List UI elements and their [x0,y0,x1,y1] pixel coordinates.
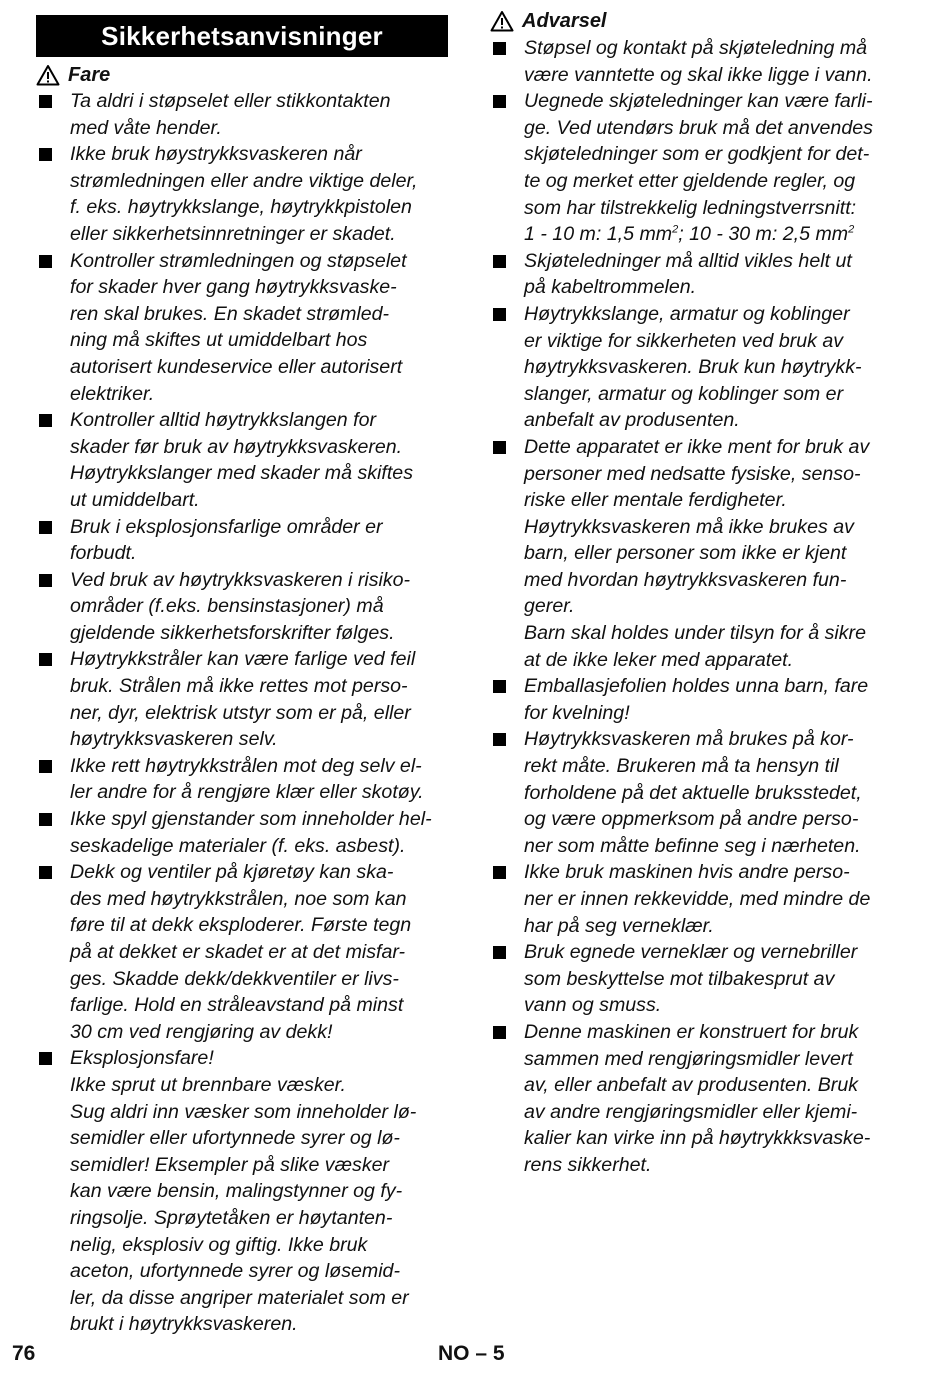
bullet-icon [493,733,506,746]
danger-heading [36,62,110,88]
superscript: 2 [848,223,855,236]
bullet-icon [39,414,52,427]
list-item: Ta aldri i støpselet eller stikkontakten med våte hender. [36,88,456,141]
bullet-icon [39,1052,52,1065]
warning-heading-label: Advarsel [522,9,607,32]
warning-heading [490,8,607,34]
list-item: Dette apparatet er ikke ment for bruk av personer med nedsatte fysiske, senso- riske eller mentale ferdigheter. Høytrykksvaskeren må ikke brukes av barn, eller personer som ikke er kjent med hvordan høytrykksvaskeren fun- gerer. Barn skal holdes under tilsyn for å sikre at de ikke leker med apparatet. [490,434,920,673]
list-item: Høytrykkslange, armatur og koblinger er viktige for sikkerheten ved bruk av høytrykksvaskeren. Bruk kun høytrykk- slanger, armatur og koblinger som er anbefalt av produsenten. [490,301,920,434]
bullet-icon [39,574,52,587]
list-item: Uegnede skjøteledninger kan være farli- ge. Ved utendørs bruk må det anvendes skjøteledninger som er godkjent for det- te og merket etter gjeldende regler, og som har tilstrekkelig ledningstverrsnitt: 1 - 10 m: 1,5 $mm^2$; 10 - 30 m: 2,5 $mm^2$ [490,88,920,248]
list-item: Ikke bruk høystrykksvaskeren når strømledningen eller andre viktige deler, f. eks. høytrykkslange, høytrykkpistolen eller sikkerhetsinnretninger er skadet. [36,141,456,247]
list-item: Eksplosjonsfare! Ikke sprut ut brennbare væsker. Sug aldri inn væsker som inneholder lø- semidler eller ufortynnede syrer og lø- semidler! Eksempler på slike væsker kan være bensin, malingstynner og fy- ringsolje. Sprøytetåken er høytanten- nelig, eksplosiv og giftig. Ikke bruk aceton, ufortynnede syrer og løsemid- ler, da disse angriper materialet som er brukt i høytrykksvaskeren. [36,1045,456,1338]
list-item: Kontroller alltid høytrykkslangen for skader før bruk av høytrykksvaskeren. Høytrykkslanger med skader må skiftes ut umiddelbart. [36,407,456,513]
bullet-icon [493,308,506,321]
page-reference: NO – 5 [438,1342,505,1365]
list-item: Bruk i eksplosjonsfarlige områder er forbudt. [36,514,456,567]
danger-heading-label: Fare [68,63,111,86]
bullet-icon [493,42,506,55]
list-item: Høytrykksvaskeren må brukes på kor- rekt måte. Brukeren må ta hensyn til forholdene på det aktuelle bruksstedet, og være oppmerksom på andre perso- ner som måtte befinne seg i nærheten. [490,726,920,859]
bullet-icon [39,255,52,268]
list-item: Dekk og ventiler på kjøretøy kan ska- des med høytrykkstrålen, noe som kan føre til at dekk eksploderer. Første tegn på at dekket er skadet er at det misfar- ges. Skadde dekk/dekkventiler er livs- farlige. Hold en stråleavstand på minst 30 cm ved rengjøring av dekk! [36,859,456,1045]
warning-triangle-icon [490,10,514,32]
list-item: Emballasjefolien holdes unna barn, fare for kvelning! [490,673,920,726]
bullet-icon [493,1026,506,1039]
bullet-icon [39,866,52,879]
bullet-icon [493,866,506,879]
warning-triangle-icon [36,64,60,86]
list-item: Bruk egnede verneklær og vernebriller som beskyttelse mot tilbakesprut av vann og smuss. [490,939,920,1019]
cable-spec-a: 1 - 10 m: 1,5 mm [524,223,673,246]
section-title: Sikkerhetsanvisninger [36,15,448,57]
list-item: Ikke spyl gjenstander som inneholder hel- seskadelige materialer (f. eks. asbest). [36,806,456,859]
cable-spec-b: ; 10 - 30 m: 2,5 mm [678,223,849,246]
warning-list [490,35,920,1179]
bullet-icon [39,148,52,161]
bullet-icon [493,95,506,108]
bullet-icon [39,813,52,826]
list-item: Ikke rett høytrykkstrålen mot deg selv el- ler andre for å rengjøre klær eller skotøy. [36,753,456,806]
list-item: Støpsel og kontakt på skjøteledning må være vanntette og skal ikke ligge i vann. [490,35,920,88]
list-item: Høytrykkstråler kan være farlige ved feil bruk. Strålen må ikke rettes mot perso- ner, dyr, elektrisk utstyr som er på, eller høytrykksvaskeren selv. [36,646,456,752]
list-item: Ved bruk av høytrykksvaskeren i risiko- områder (f.eks. bensinstasjoner) må gjeldende sikkerhetsforskrifter følges. [36,567,456,647]
page-number: 76 [12,1342,36,1365]
list-item: Skjøteledninger må alltid vikles helt ut på kabeltrommelen. [490,248,920,301]
bullet-icon [493,946,506,959]
danger-list [36,88,456,1338]
bullet-icon [39,521,52,534]
bullet-icon [39,653,52,666]
list-item: Denne maskinen er konstruert for bruk sammen med rengjøringsmidler levert av, eller anbefalt av produsenten. Bruk av andre rengjøringsmidler eller kjemi- kalier kan virke inn på høytrykkksvaske- rens sikkerhet. [490,1019,920,1179]
bullet-icon [39,95,52,108]
superscript: 2 [672,223,679,236]
bullet-icon [493,255,506,268]
list-item: Ikke bruk maskinen hvis andre perso- ner er innen rekkevidde, med mindre de har på seg verneklær. [490,859,920,939]
list-item: Kontroller strømledningen og støpselet for skader hver gang høytrykksvaske- ren skal brukes. En skadet strømled- ning må skiftes ut umiddelbart hos autorisert kundeservice eller autorisert elektriker. [36,248,456,408]
bullet-icon [39,760,52,773]
bullet-icon [493,441,506,454]
bullet-icon [493,680,506,693]
